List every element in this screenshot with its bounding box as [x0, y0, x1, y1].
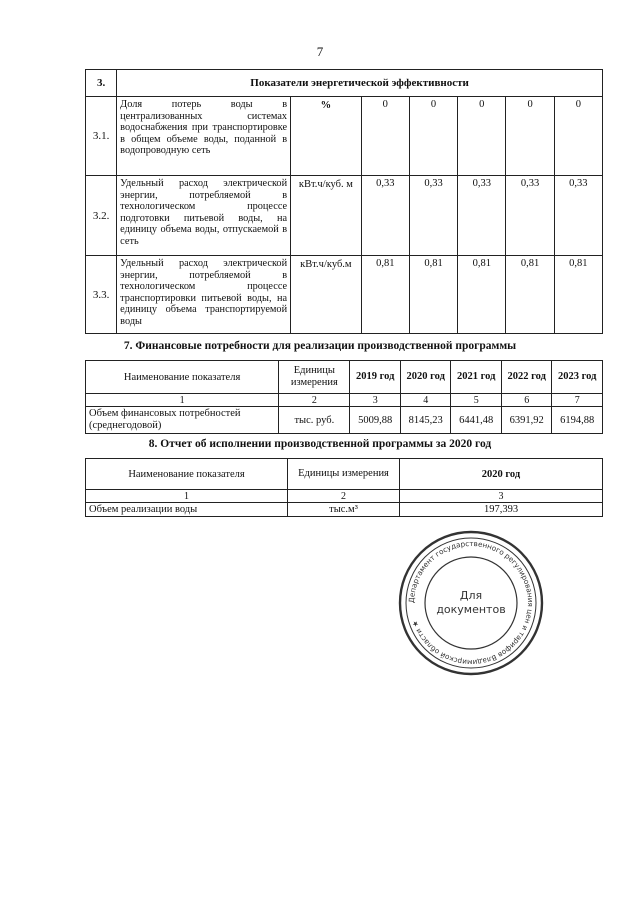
seal-center-line1: Для	[459, 589, 483, 602]
row-value: 6194,88	[552, 407, 603, 434]
header-year: 2019 год	[350, 361, 401, 394]
row-value: 197,393	[400, 503, 603, 517]
index-cell: 3	[400, 490, 603, 503]
row-value: 0	[361, 97, 409, 176]
row-value: 0,33	[554, 176, 602, 256]
row-value: 0	[554, 97, 602, 176]
row-value: 5009,88	[350, 407, 401, 434]
row-name: Удельный расход электрической энергии, потребляемой в технологическом процессе транспортировки питьевой воды, на единицу объема транспортируемой воды	[117, 256, 291, 334]
row-number: 3.3.	[86, 256, 117, 334]
row-unit: кВт.ч/куб. м	[291, 176, 362, 256]
energy-efficiency-table	[85, 69, 603, 334]
header-unit: Единицы измерения	[288, 459, 400, 490]
table-header-row	[86, 459, 603, 490]
row-value: 0,81	[361, 256, 409, 334]
header-name: Наименование показателя	[86, 361, 279, 394]
header-year: 2021 год	[451, 361, 502, 394]
header-unit: Единицы измерения	[279, 361, 350, 394]
row-value: 0,33	[458, 176, 506, 256]
header-year: 2022 год	[501, 361, 552, 394]
table-row	[86, 407, 603, 434]
row-value: 0	[506, 97, 554, 176]
section-title: Показатели энергетической эффективности	[117, 70, 603, 97]
seal-center-line2: документов	[436, 603, 506, 616]
row-name: Удельный расход электрической энергии, потребляемой в технологическом процессе подготовки питьевой воды, на единицу объема воды, отпускаемой в сеть	[117, 176, 291, 256]
row-name: Доля потерь воды в централизованных системах водоснабжения при транспортировке в общем объеме воды, поданной в водопроводную сеть	[117, 97, 291, 176]
finance-table	[85, 360, 603, 434]
table-row	[86, 503, 603, 517]
row-unit: тыс. руб.	[279, 407, 350, 434]
index-row	[86, 394, 603, 407]
index-cell: 1	[86, 394, 279, 407]
index-row	[86, 490, 603, 503]
index-cell: 5	[451, 394, 502, 407]
row-value: 6441,48	[451, 407, 502, 434]
table-row	[86, 97, 603, 176]
table-row	[86, 176, 603, 256]
row-value: 0,81	[458, 256, 506, 334]
row-value: 0,33	[506, 176, 554, 256]
finance-section-title: 7. Финансовые потребности для реализации производственной программы	[123, 340, 517, 352]
report-section-title: 8. Отчет об исполнении производственной программы за 2020 год	[148, 438, 492, 450]
index-cell: 4	[400, 394, 451, 407]
table-header-row	[86, 361, 603, 394]
seal-ring-textpath: Департамент государственного регулирования цен и тарифов Владимирской области ★	[406, 538, 536, 668]
table-header-row	[86, 70, 603, 97]
header-year: 2020 год	[400, 361, 451, 394]
row-unit: тыс.м³	[288, 503, 400, 517]
row-value: 0,33	[361, 176, 409, 256]
row-name: Объем реализации воды	[86, 503, 288, 517]
row-value: 0,33	[409, 176, 457, 256]
index-cell: 6	[501, 394, 552, 407]
page-number: 7	[316, 44, 324, 59]
row-number: 3.2.	[86, 176, 117, 256]
row-name: Объем финансовых потребностей (среднегодовой)	[86, 407, 279, 434]
row-value: 8145,23	[400, 407, 451, 434]
row-value: 0	[458, 97, 506, 176]
table-row	[86, 256, 603, 334]
index-cell: 2	[288, 490, 400, 503]
index-cell: 7	[552, 394, 603, 407]
row-unit: %	[291, 97, 362, 176]
row-value: 6391,92	[501, 407, 552, 434]
row-unit: кВт.ч/куб.м	[291, 256, 362, 334]
row-value: 0,81	[554, 256, 602, 334]
row-value: 0	[409, 97, 457, 176]
report-table	[85, 458, 603, 517]
section-number: 3.	[86, 70, 117, 97]
row-value: 0,81	[409, 256, 457, 334]
header-year: 2023 год	[552, 361, 603, 394]
row-value: 0,81	[506, 256, 554, 334]
header-name: Наименование показателя	[86, 459, 288, 490]
index-cell: 3	[350, 394, 401, 407]
index-cell: 2	[279, 394, 350, 407]
seal-stamp	[397, 529, 545, 677]
row-number: 3.1.	[86, 97, 117, 176]
index-cell: 1	[86, 490, 288, 503]
header-year: 2020 год	[400, 459, 603, 490]
